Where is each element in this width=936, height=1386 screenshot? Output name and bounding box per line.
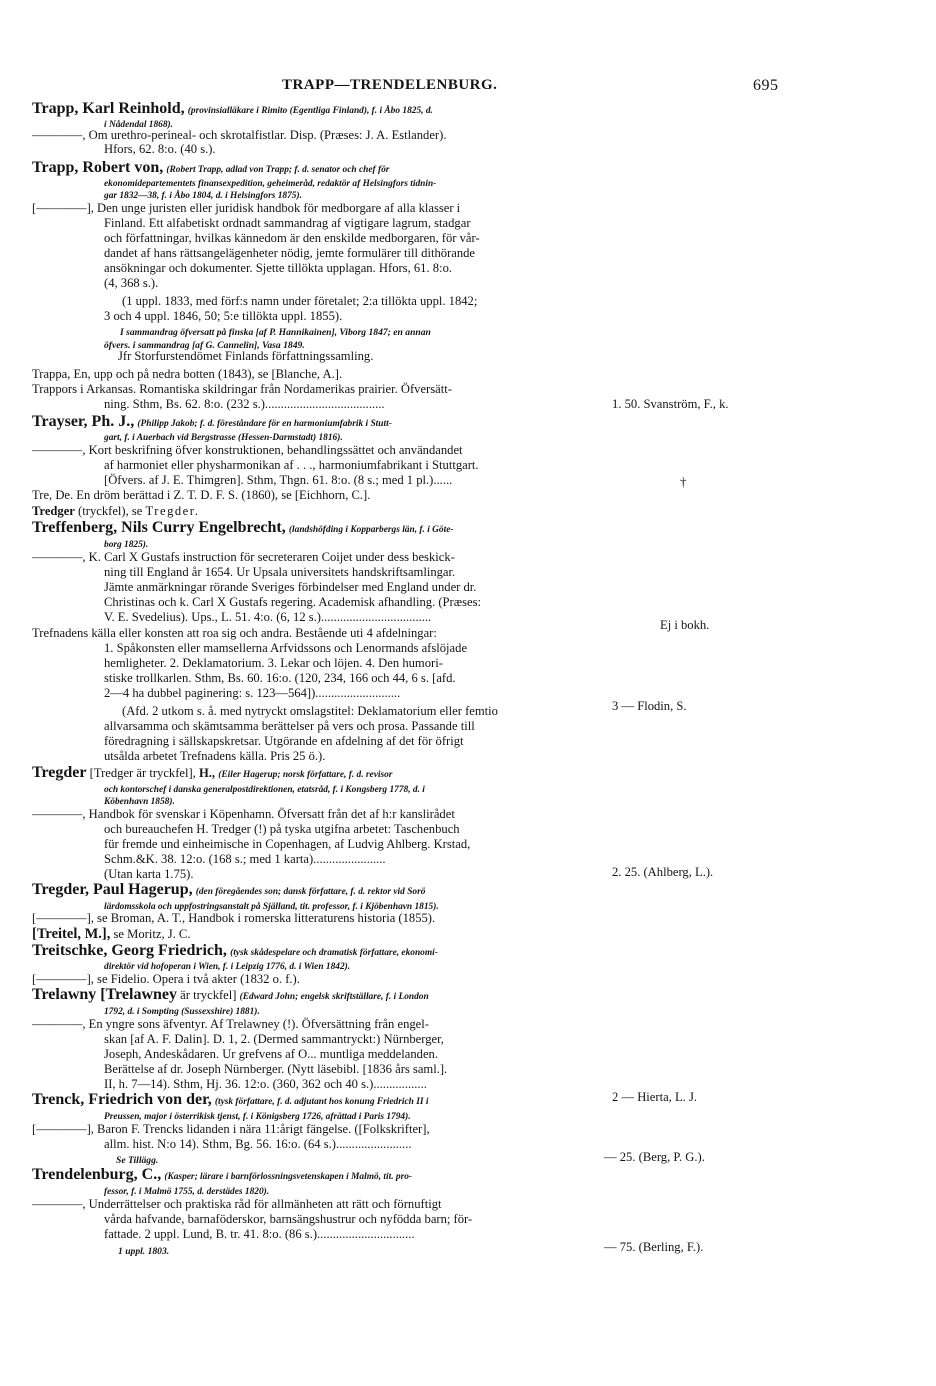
entry-text: vårda hafvande, barnaföderskor, barnsängshustrur och nyfödda barn; för-: [104, 1212, 473, 1226]
entry-annotation: 1 uppl. 1803.: [118, 1246, 170, 1257]
entry-annotation: (Edward John; engelsk skriftställare, f. i London: [239, 992, 429, 1002]
entry-text: Jfr Storfurstendömet Finlands författningssamling.: [118, 349, 374, 363]
entry-annotation: gar 1832—38, f. i Åbo 1804, d. i Helsingfors 1875).: [104, 191, 302, 201]
entry-text: utsålda arbetet Trefnadens källa. Pris 25 ö.).: [104, 749, 326, 763]
entry-headword: Trendelenburg, C.,: [32, 1166, 162, 1183]
price-entry: 3 — Flodin, S.: [612, 699, 687, 713]
entry-annotation: (Eiler Hagerup; norsk författare, f. d. revisor: [218, 770, 393, 780]
text-line: [104, 1137, 412, 1151]
entry-annotation: Köbenhavn 1858).: [104, 797, 175, 807]
price-entry: 2 — Hierta, L. J.: [612, 1090, 697, 1104]
entry-text: och författningar, hvilkas kännedom är den enskilde medborgaren, för vår-: [104, 231, 480, 245]
entry-headword: Trapp, Karl Reinhold,: [32, 100, 185, 117]
text-line: [104, 1077, 427, 1091]
entry-annotation: i Nådendal 1868).: [104, 120, 174, 130]
entry-text: är tryckfel]: [177, 988, 240, 1002]
text-line: [104, 142, 216, 156]
entry-annotation: (den föregåendes son; dansk författare, f. d. rektor vid Sorö: [195, 887, 426, 897]
text-line: [104, 671, 456, 685]
entry-text: Trefnadens källa eller konsten att roa sig och andra. Bestående uti 4 afdelningar:: [32, 626, 437, 640]
entry-annotation: gart, f. i Auerbach vid Bergstrasse (Hessen-Darmstadt) 1816).: [104, 433, 343, 443]
text-line: [104, 749, 325, 763]
text-line: [104, 852, 386, 866]
entry-annotation: Se Tillägg.: [116, 1155, 159, 1166]
entry-text: [————], Den unge juristen eller juridisk handbok för medborgare af alla klasser i: [32, 201, 461, 215]
text-line: [104, 1212, 472, 1226]
text-line: [104, 595, 481, 609]
text-line: [104, 837, 470, 851]
text-line: [32, 102, 433, 118]
entry-headword: [Treitel, M.],: [32, 926, 111, 942]
text-line: [104, 1227, 415, 1241]
text-line: [118, 349, 373, 363]
entry-text: ————, Underrättelser och praktiska råd för allmänheten att rätt och förnuftigt: [32, 1197, 442, 1211]
entry-headword: Trapp, Robert von,: [32, 159, 164, 176]
entry-annotation: 1792, d. i Sompting (Sussexshire) 1881).: [104, 1007, 260, 1017]
entry-text: (Utan karta 1.75).: [104, 867, 194, 881]
text-line: [104, 641, 467, 655]
text-line: [32, 1093, 428, 1109]
text-line: [104, 686, 400, 700]
text-line: [118, 1243, 169, 1259]
entry-text: ning till England år 1654. Ur Upsala universitets handskriftsamlingar.: [104, 565, 456, 579]
entry-text: se Moritz, J. C.: [110, 927, 191, 941]
entry-annotation: fessor, f. i Malmö 1755, d. derstädes 1820).: [104, 1187, 270, 1197]
entry-text: Jämte anmärkningar rörande Sveriges förbindelser med England under dr.: [104, 580, 477, 594]
entry-text: Trappors i Arkansas. Romantiska skildringar från Nordamerikas prairier. Öfversätt-: [32, 382, 452, 396]
entry-text: ————, Kort beskrifning öfver konstruktionen, behandlingssättet och användandet: [32, 443, 463, 457]
entry-text: Hfors, 62. 8:o. (40 s.).: [104, 142, 216, 156]
text-line: [122, 294, 477, 308]
entry-annotation: (tysk skådespelare och dramatisk författare, ekonomi-: [230, 948, 438, 958]
entry-annotation: I sammandrag öfversatt på finska [af P. Hannikainen], Viborg 1847; en annan: [120, 327, 431, 338]
entry-text: skan [af A. F. Dalin]. D. 1, 2. (Dermed sammantryckt:) Nürnberger,: [104, 1032, 444, 1046]
running-header-title: TRAPP—TRENDELENBURG.: [282, 77, 498, 93]
text-line: [32, 367, 342, 381]
text-line: [32, 382, 452, 396]
text-line: [32, 807, 455, 821]
price-entry: 1. 50. Svanström, F., k.: [612, 397, 729, 411]
entry-text: och bureauchefen H. Tredger (!) på tyska utgifna arbetet: Taschenbuch: [104, 822, 460, 836]
text-line: [32, 988, 429, 1004]
entry-text: allm. hist. N:o 14). Sthm, Bg. 56. 16:o. (64 s.)........................: [104, 1137, 412, 1151]
entry-text: Trappa, En, upp och på nedra botten (1843), se [Blanche, A.].: [32, 367, 343, 381]
entry-annotation: (provinsialläkare i Rimito (Egentliga Finland), f. i Åbo 1825, d.: [187, 106, 433, 116]
entry-text: Tregder.: [145, 504, 200, 518]
entry-text: Berättelse af dr. Joseph Nürnberger. (Nytt läsebibl. [1836 års saml.].: [104, 1062, 448, 1076]
text-line: [32, 972, 300, 986]
entry-annotation: ekonomidepartementets finansexpedition, geheimeråd, redaktör af Helsingfors tidnin-: [104, 179, 437, 189]
price-entry: 2. 25. (Ahlberg, L.).: [612, 865, 714, 879]
entry-annotation: (tysk författare, f. d. adjutant hos konung Friedrich II i: [214, 1097, 429, 1107]
text-line: [104, 580, 476, 594]
text-line: [32, 883, 425, 899]
entry-text: hemligheter. 2. Deklamatorium. 3. Lekar och löjen. 4. Den humori-: [104, 656, 443, 670]
entry-text: 3 och 4 uppl. 1846, 50; 5:e tillökta uppl. 1855).: [104, 309, 343, 323]
text-line: [104, 473, 452, 487]
text-line: [104, 216, 471, 230]
entry-text: 1. Spåkonsten eller mamsellerna Arfvidssons och Lenormands afslöjade: [104, 641, 468, 655]
text-line: [104, 656, 443, 670]
entry-headword: Tregder: [32, 764, 87, 781]
entry-text: [Öfvers. af J. E. Thimgren]. Sthm, Thgn. 61. 8:o. (8 s.; med 1 pl.)......: [104, 473, 453, 487]
entry-annotation: direktör vid hofoperan i Wien, f. i Leipzig 1776, d. i Wien 1842).: [104, 962, 351, 972]
entry-headword: Trelawny [Trelawney: [32, 986, 178, 1003]
entry-annotation: lärdomsskola och uppfostringsanstalt på Själland, tit. professor, f. i Kjöbenhavn 1815).: [104, 902, 439, 912]
entry-headword: Treitschke, Georg Friedrich,: [32, 942, 227, 959]
entry-text: af harmoniet eller physharmonikan af . . ., harmoniumfabrikant i Stuttgart.: [104, 458, 479, 472]
entry-annotation: (Robert Trapp, adlad von Trapp; f. d. senator och chef för: [166, 165, 390, 175]
text-line: [32, 504, 199, 518]
text-line: [32, 201, 460, 215]
entry-text: Finland. Ett alfabetiskt ordnadt sammandrag af vigtigare lagrum, stadgar: [104, 216, 471, 230]
text-line: [104, 458, 479, 472]
text-line: [104, 719, 475, 733]
text-line: [32, 488, 370, 502]
entry-headword: Trayser, Ph. J.,: [32, 413, 135, 430]
entry-annotation: Preussen, major i österrikisk tjenst, f. i Königsberg 1726, afrättad i Paris 1794).: [104, 1112, 411, 1122]
page-number: 695: [753, 77, 779, 94]
text-line: [104, 1062, 447, 1076]
entry-text: (1 uppl. 1833, med förf:s namn under företalet; 2:a tillökta uppl. 1842;: [122, 294, 478, 308]
entry-text: Schm.&K. 38. 12:o. (168 s.; med 1 karta).......................: [104, 852, 386, 866]
text-line: [32, 550, 455, 564]
entry-text: [————], Baron F. Trencks lidanden i nära 11:årigt fängelse. ([Folkskrifter],: [32, 1122, 430, 1136]
text-line: [104, 565, 455, 579]
entry-text: (Afd. 2 utkom s. å. med nytryckt omslagstitel: Deklamatorium eller femtio: [122, 704, 498, 718]
text-line: [32, 626, 437, 640]
entry-text: ning. Sthm, Bs. 62. 8:o. (232 s.)......................................: [104, 397, 385, 411]
text-line: [32, 443, 463, 457]
text-line: [32, 766, 392, 782]
entry-text: dandet af hans rättsangelägenheter nödig, jemte formulärer till dithörande: [104, 246, 476, 260]
text-line: [104, 231, 480, 245]
entry-text: Joseph, Andeskådaren. Ur grefvens af O... muntliga meddelanden.: [104, 1047, 438, 1061]
entry-text: ————, Handbok för svenskar i Köpenhamn. Öfversatt från det af h:r kanslirådet: [32, 807, 455, 821]
entry-text: föredragning i sällskapskretsar. Utgörande en afdelning af det för öfrigt: [104, 734, 464, 748]
text-line: [32, 1122, 430, 1136]
entry-text: [————], se Fidelio. Opera i två akter (1832 o. f.).: [32, 972, 300, 986]
text-line: [32, 128, 446, 142]
entry-text: allvarsamma och skämtsamma berättelser på vers och prosa. Passande till: [104, 719, 475, 733]
text-line: [32, 1168, 412, 1184]
entry-text: stiske trollkarlen. Sthm, Bs. 60. 16:o. (120, 234, 166 och 44, 6 s. [afd.: [104, 671, 456, 685]
entry-headword: Treffenberg, Nils Curry Engelbrecht,: [32, 519, 286, 536]
entry-headword: Tredger: [32, 504, 75, 518]
text-line: [32, 1017, 429, 1031]
entry-text: (4, 368 s.).: [104, 276, 159, 290]
text-line: [104, 734, 464, 748]
entry-text: ————, En yngre sons äfventyr. Af Trelawney (!). Öfversättning från engel-: [32, 1017, 429, 1031]
entry-text: fattade. 2 uppl. Lund, B. tr. 41. 8:o. (86 s.)...............................: [104, 1227, 415, 1241]
entry-text: Christinas och k. Carl X Gustafs regering. Academisk afhandling. (Præses:: [104, 595, 482, 609]
text-line: [104, 309, 342, 323]
text-line: [104, 261, 452, 275]
text-line: [104, 246, 475, 260]
entry-text: V. E. Svedelius). Ups., L. 51. 4:o. (6, 12 s.)...................................: [104, 610, 432, 624]
entry-text: ————, Om urethro-perineal- och skrotalfistlar. Disp. (Præses: J. A. Estlander).: [32, 128, 447, 142]
text-line: [32, 1197, 442, 1211]
entry-text: ansökningar och dokumenter. Sjette tillökta upplagan. Hfors, 61. 8:o.: [104, 261, 453, 275]
entry-text: für fremde und einheimische in Copenhagen, af Ludvig Ahlberg. Krstad,: [104, 837, 471, 851]
text-line: [104, 276, 158, 290]
text-line: [122, 704, 498, 718]
entry-annotation: (landshöfding i Kopparbergs län, f. i Göte-: [288, 525, 454, 535]
entry-headword: Tregder, Paul Hagerup,: [32, 881, 193, 898]
entry-annotation: borg 1825).: [104, 540, 149, 550]
text-line: [32, 927, 190, 941]
entry-text: [Tredger är tryckfel],: [86, 766, 199, 780]
entry-annotation: (Philipp Jakob; f. d. föreståndare för en harmoniumfabrik i Stutt-: [137, 419, 392, 429]
entry-text: [————], se Broman, A. T., Handbok i romerska litteraturens historia (1855).: [32, 911, 436, 925]
entry-headword: H.,: [198, 766, 216, 780]
dagger-mark: †: [680, 474, 687, 489]
entry-text: II, h. 7—14). Sthm, Hj. 36. 12:o. (360, 362 och 40 s.).................: [104, 1077, 427, 1091]
entry-text: (tryckfel), se: [74, 504, 146, 518]
text-line: [104, 1032, 444, 1046]
entry-text: Tre, De. En dröm berättad i Z. T. D. F. S. (1860), se [Eichhorn, C.].: [32, 488, 371, 502]
entry-headword: Trenck, Friedrich von der,: [32, 1091, 212, 1108]
text-line: [32, 521, 454, 537]
text-line: [104, 610, 431, 624]
price-entry: Ej i bokh.: [660, 618, 710, 632]
price-entry: — 25. (Berg, P. G.).: [604, 1150, 705, 1164]
entry-annotation: (Kasper; lärare i barnförlossningsvetenskapen i Malmö, tit. pro-: [164, 1172, 413, 1182]
text-line: [104, 1047, 438, 1061]
text-line: [32, 911, 435, 925]
entry-annotation: öfvers. i sammandrag [af G. Cannelin], Vasa 1849.: [104, 340, 305, 351]
price-entry: — 75. (Berling, F.).: [604, 1240, 704, 1254]
entry-text: ————, K. Carl X Gustafs instruction för secreteraren Coijet under dess beskick-: [32, 550, 455, 564]
text-line: [104, 867, 194, 881]
entry-text: 2—4 ha dubbel paginering: s. 123—564])...........................: [104, 686, 401, 700]
text-line: [104, 397, 385, 411]
entry-annotation: och kontorschef i danska generalpostdirektionen, etatsråd, f. i Kongsberg 1778, d. i: [104, 785, 425, 795]
text-line: [104, 822, 460, 836]
